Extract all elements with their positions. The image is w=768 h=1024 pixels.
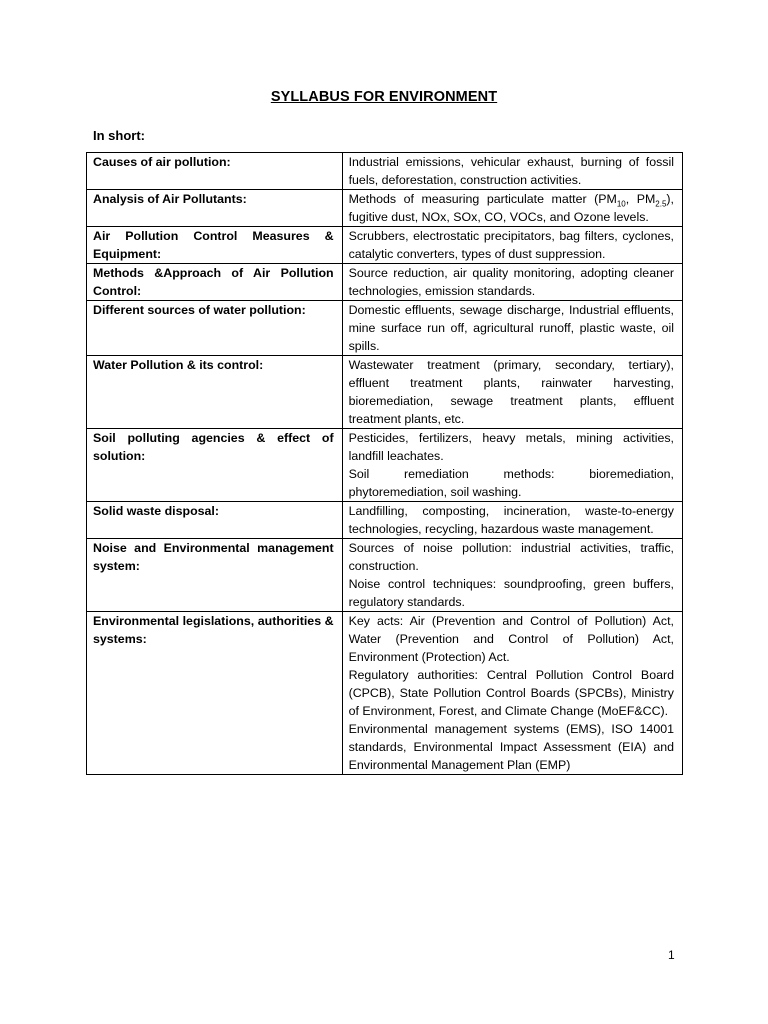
detail-cell bbox=[342, 429, 682, 502]
table-row bbox=[87, 429, 683, 502]
detail-cell bbox=[342, 356, 682, 429]
table-row bbox=[87, 264, 683, 301]
topic-cell: Different sources of water pollution: bbox=[87, 301, 343, 356]
intro-label: In short: bbox=[93, 128, 145, 143]
table-row bbox=[87, 301, 683, 356]
detail-cell bbox=[342, 612, 682, 775]
topic-cell: Environmental legislations, authorities & systems: bbox=[87, 612, 343, 775]
topic-cell: Noise and Environmental management system: bbox=[87, 539, 343, 612]
subscript-text: 10 bbox=[616, 199, 626, 209]
table-row bbox=[87, 190, 683, 227]
detail-cell bbox=[342, 227, 682, 264]
detail-paragraph: Sources of noise pollution: industrial activities, traffic, construction. bbox=[348, 541, 674, 573]
detail-cell bbox=[342, 301, 682, 356]
detail-cell bbox=[342, 539, 682, 612]
detail-paragraph: Landfilling, composting, incineration, waste-to-energy technologies, recycling, hazardous waste management. bbox=[348, 504, 674, 536]
detail-paragraph: Soil remediation methods: bioremediation, phytoremediation, soil washing. bbox=[348, 467, 674, 499]
detail-paragraph: Source reduction, air quality monitoring, adopting cleaner technologies, emission standards. bbox=[348, 266, 674, 298]
table-row bbox=[87, 227, 683, 264]
syllabus-table-body bbox=[87, 153, 683, 775]
detail-paragraph: Domestic effluents, sewage discharge, Industrial effluents, mine surface run off, agricultural runoff, plastic waste, oil spills. bbox=[348, 303, 674, 353]
detail-paragraph: Environmental management systems (EMS), ISO 14001 standards, Environmental Impact Assessment (EIA) and Environmental Management Plan (EMP) bbox=[348, 722, 674, 772]
detail-text: Methods of measuring particulate matter (PM bbox=[348, 192, 617, 206]
topic-cell: Solid waste disposal: bbox=[87, 502, 343, 539]
detail-cell bbox=[342, 502, 682, 539]
subscript-text: 2.5 bbox=[655, 199, 667, 209]
detail-text: , PM bbox=[625, 192, 656, 206]
detail-paragraph: Pesticides, fertilizers, heavy metals, mining activities, landfill leachates. bbox=[348, 431, 674, 463]
topic-cell: Causes of air pollution: bbox=[87, 153, 343, 190]
page-number: 1 bbox=[668, 948, 675, 962]
topic-cell: Analysis of Air Pollutants: bbox=[87, 190, 343, 227]
detail-cell bbox=[342, 153, 682, 190]
document-title: SYLLABUS FOR ENVIRONMENT bbox=[270, 89, 498, 105]
detail-cell bbox=[342, 264, 682, 301]
topic-cell: Methods &Approach of Air Pollution Control: bbox=[87, 264, 343, 301]
table-row bbox=[87, 356, 683, 429]
detail-paragraph: Industrial emissions, vehicular exhaust, burning of fossil fuels, deforestation, construction activities. bbox=[348, 155, 674, 187]
topic-cell: Water Pollution & its control: bbox=[87, 356, 343, 429]
detail-text: ), fugitive dust, NOx, SOx, CO, VOCs, and Ozone levels. bbox=[348, 192, 674, 224]
table-row bbox=[87, 612, 683, 775]
topic-cell: Soil polluting agencies & effect of solution: bbox=[87, 429, 343, 502]
detail-paragraph: Key acts: Air (Prevention and Control of Pollution) Act, Water (Prevention and Control of Pollution) Act, Environment (Protection) Act. bbox=[348, 614, 674, 664]
syllabus-table bbox=[86, 152, 683, 775]
detail-paragraph bbox=[349, 190, 674, 226]
topic-cell: Air Pollution Control Measures & Equipment: bbox=[87, 227, 343, 264]
detail-cell bbox=[342, 190, 682, 227]
detail-paragraph: Wastewater treatment (primary, secondary, tertiary), effluent treatment plants, rainwater harvesting, bioremediation, sewage treatment plants, effluent treatment plants, etc. bbox=[348, 358, 674, 426]
detail-paragraph: Scrubbers, electrostatic precipitators, bag filters, cyclones, catalytic converters, types of dust suppression. bbox=[348, 229, 674, 261]
table-row bbox=[87, 502, 683, 539]
detail-paragraph: Noise control techniques: soundproofing, green buffers, regulatory standards. bbox=[348, 577, 674, 609]
detail-paragraph: Regulatory authorities: Central Pollution Control Board (CPCB), State Pollution Control Boards (SPCBs), Ministry of Environment, Forest, and Climate Change (MoEF&CC). bbox=[348, 668, 674, 718]
table-row bbox=[87, 539, 683, 612]
table-row bbox=[87, 153, 683, 190]
